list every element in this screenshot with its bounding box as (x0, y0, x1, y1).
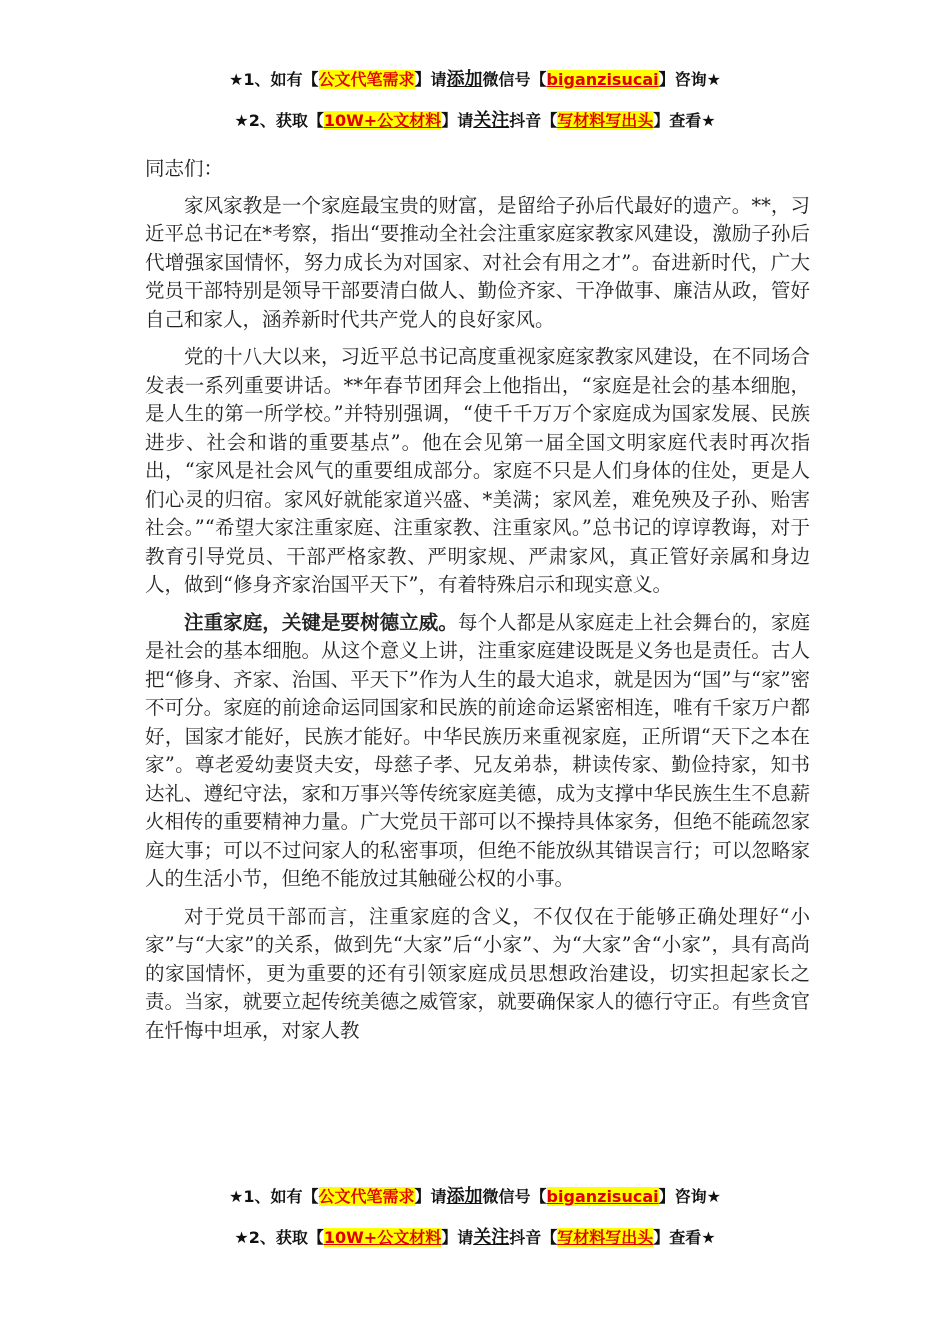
banner-text: ★1、如有【 (229, 1187, 319, 1206)
paragraph-3 (145, 609, 810, 894)
bottom-banner-line-2 (0, 1227, 950, 1249)
paragraph-3-lead: 注重家庭，关键是要树德立威。 (184, 610, 458, 634)
banner-text: 】咨询★ (658, 70, 721, 89)
banner-highlight: 写材料写出头 (557, 1228, 654, 1247)
paragraph-4: 对于党员干部而言，注重家庭的含义，不仅仅在于能够正确处理好“小家”与“大家”的关系，做到先“大家”后“小家”、为“大家”舍“小家”，具有高尚的家国情怀，更为重要的还有引领家庭成员思想政治建设，切实担起家长之责。当家，就要立起传统美德之威管家，就要确保家人的德行守正。有些贪官在忏悔中坦承，对家人教 (145, 904, 810, 1042)
banner-highlight: 10W+公文材料 (323, 111, 442, 130)
banner-emphasis: 关注 (473, 1227, 510, 1248)
banner-text: 】查看★ (653, 1228, 716, 1247)
banner-text: 】请 (441, 111, 474, 130)
banner-text: 】请 (414, 1187, 447, 1206)
top-banner-line-2 (0, 110, 950, 132)
banner-emphasis: 关注 (473, 110, 510, 131)
salutation: 同志们： (145, 157, 224, 180)
paragraph-1: 家风家教是一个家庭最宝贵的财富，是留给子孙后代最好的遗产。**，习近平总书记在*考察，指出“要推动全社会注重家庭家教家风建设，激励子孙后代增强家国情怀，努力成长为对国家、对社会有用之才”。奋进新时代，广大党员干部特别是领导干部要清白做人、勤俭齐家、干净做事、廉洁从政，管好自己和家人，涵养新时代共产党人的良好家风。 (145, 193, 810, 331)
banner-highlight: biganzisucai (546, 70, 659, 89)
banner-highlight: 写材料写出头 (557, 111, 654, 130)
bottom-banner-line-1 (0, 1186, 950, 1208)
banner-text: 】咨询★ (658, 1187, 721, 1206)
banner-emphasis: 添加 (446, 1186, 483, 1207)
banner-text: 抖音【 (509, 1228, 558, 1247)
document-body (145, 155, 810, 1054)
paragraph-2: 党的十八大以来，习近平总书记高度重视家庭家教家风建设，在不同场合发表一系列重要讲话。**年春节团拜会上他指出，“家庭是社会的基本细胞，是人生的第一所学校。”并特别强调，“使千千万万个家庭成为国家发展、民族进步、社会和谐的重要基点”。他在会见第一届全国文明家庭代表时再次指出，“家风是社会风气的重要组成部分。家庭不只是人们身体的住处，更是人们心灵的归宿。家风好就能家道兴盛、*美满；家风差，难免殃及子孙、贻害社会。”“希望大家注重家庭、注重家教、注重家风。”总书记的谆谆教诲，对于教育引导党员、干部严格家教、严明家规、严肃家风，真正管好亲属和身边人，做到“修身齐家治国平天下”，有着特殊启示和现实意义。 (145, 345, 810, 596)
top-banner-line-1 (0, 69, 950, 91)
banner-text: 】请 (441, 1228, 474, 1247)
banner-text: 微信号【 (482, 1187, 547, 1206)
banner-highlight: 10W+公文材料 (323, 1228, 442, 1247)
banner-highlight: 公文代笔需求 (318, 70, 415, 89)
banner-text: 】请 (414, 70, 447, 89)
banner-text: 微信号【 (482, 70, 547, 89)
banner-text: ★1、如有【 (229, 70, 319, 89)
banner-highlight: biganzisucai (546, 1187, 659, 1206)
paragraph-3-body: 每个人都是从家庭走上社会舞台的，家庭是社会的基本细胞。从这个意义上讲，注重家庭建设既是义务也是责任。古人把“修身、齐家、治国、平天下”作为人生的最大追求，就是因为“国”与“家”密不可分。家庭的前途命运同国家和民族的前途命运紧密相连，唯有千家万户都好，国家才能好，民族才能好。中华民族历来重视家庭，正所谓“天下之本在家”。尊老爱幼妻贤夫安，母慈子孝、兄友弟恭，耕读传家、勤俭持家，知书达礼、遵纪守法，家和万事兴等传统家庭美德，成为支撑中华民族生生不息薪火相传的重要精神力量。广大党员干部可以不操持具体家务，但绝不能疏忽家庭大事；可以不过问家人的私密事项，但绝不能放纵其错误言行；可以忽略家人的生活小节，但绝不能放过其触碰公权的小事。 (145, 610, 810, 890)
banner-text: 抖音【 (509, 111, 558, 130)
banner-text: ★2、获取【 (234, 111, 324, 130)
banner-highlight: 公文代笔需求 (318, 1187, 415, 1206)
banner-text: ★2、获取【 (234, 1228, 324, 1247)
banner-text: 】查看★ (653, 111, 716, 130)
banner-emphasis: 添加 (446, 69, 483, 90)
